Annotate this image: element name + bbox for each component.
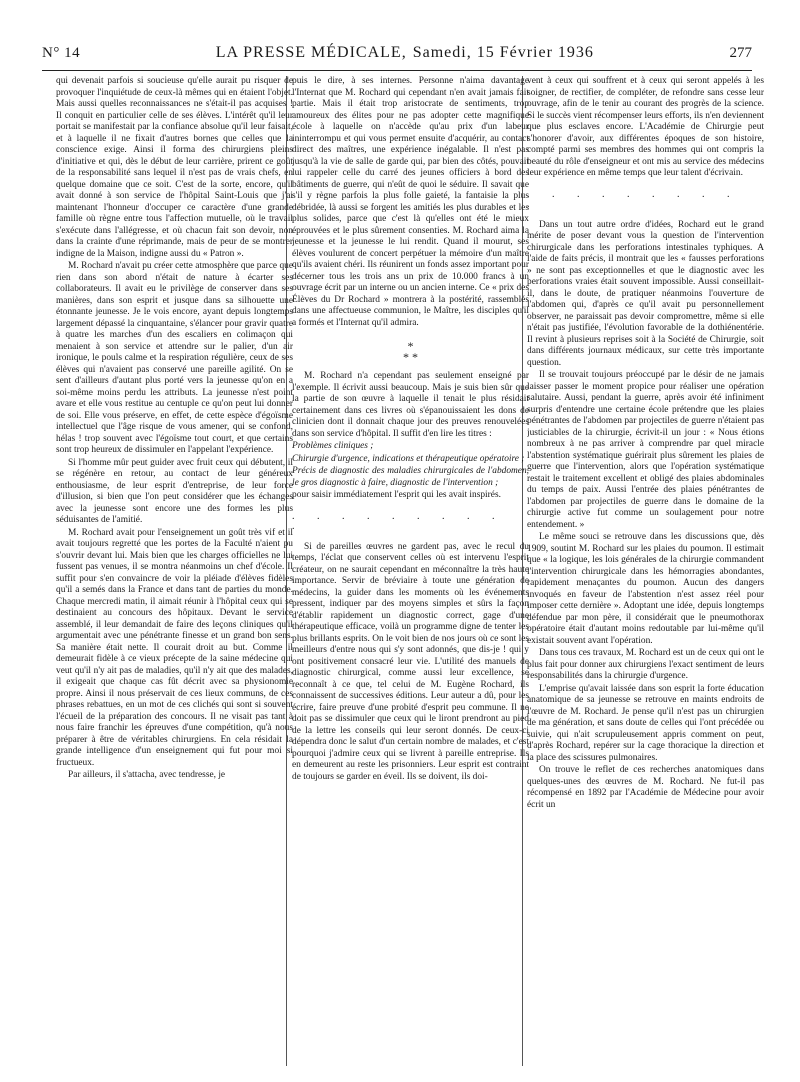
text-column-1	[56, 76, 293, 1066]
paragraph: vent à ceux qui souffrent et à ceux qui seront appelés à les soigner, de rectifier, de compléter, de refondre sans cesse leur ouvrage, afin de le tenir au courant des progrès de la science. Si le succès vient récompenser leurs efforts, ils n'en deviennent que plus esclaves encore. L'Académie de Chirurgie peut s'honorer d'avoir, aux différentes époques de son histoire, compté parmi ses membres des hommes qui ont compris la beauté du rôle d'enseigneur et ont mis au service des médecins leur expérience en même temps que leur talent d'écrivain.	[527, 76, 764, 178]
paragraph: M. Rochard n'avait pu créer cette atmosphère que parce que rien dans son abord n'était de nature à écarter ses collaborateurs. Il avait eu le privilège de conserver dans ses manières, dans son esprit et jusque dans sa silhouette une étonnante jeunesse. Je le vois encore, ayant depuis longtemps largement dépassé la cinquantaine, s'élancer pour gravir quatre à quatre les marches d'un des escaliers en colimaçon qui menaient à son service et attendre sur le palier, d'un air ironique, le pouls calme et la respiration régulière, ceux de ses élèves qui n'avaient pas conservé une pareille agilité. On se sent d'ailleurs d'autant plus porté vers la jeunesse qu'on en a soi-même moins perdu les attributs. La jeunesse n'est point avare et elle vous restitue au centuple ce qu'on peut lui donner de soi. Elle vous préserve, en effet, de cette espèce d'égoïsme intellectuel que l'âge risque de vous amener, qui se confond, hélas ! trop souvent avec l'égoïsme tout court, et que certains sont trop heureux de dissimuler en l'appelant l'expérience.	[56, 261, 293, 455]
section-separator-dots: . . . . . . . . . .	[292, 510, 505, 532]
journal-title-date	[216, 44, 594, 62]
text-column-2	[292, 76, 529, 1066]
paragraph: puis le dire, à ses internes. Personne n'aima davantage l'Internat que M. Rochard qui cependant n'en avait jamais fait partie. Mais il était trop aristocrate de sentiments, trop amoureux des élites pour ne pas adopter cette magnifique école à laquelle on n'accède qu'au prix d'un labeur ininterrompu et qui vous permet ensuite d'acquérir, au contact direct des maîtres, une expérience inégalable. Il n'est pas jusqu'à la vie de salle de garde qui, par bien des côtés, pouvait lui rappeler celle du carré des jeunes officiers à bord des bâtiments de guerre, qui n'eût de quoi le séduire. Il savait que s'il y règne parfois la plus folle gaieté, la fantaisie la plus débridée, là aussi se forgent les amitiés les plus durables et les plus solides, parce que c'est là qu'elles ont été le mieux éprouvées et le plus sûrement consenties. M. Rochard aima la jeunesse et la jeunesse le lui rendit. Quand il mourut, ses élèves voulurent de concert perpétuer la mémoire d'un maître qu'ils avaient chéri. Ils réunirent un fonds assez important pour décerner tous les trois ans un prix de 10.000 francs à un ouvrage écrit par un interne ou un ancien interne. Ce « prix des Élèves du Dr Rochard » montrera à la postérité, rassemblés dans une affectueuse communion, le Maître, les disciples qu'il a formés et l'Internat qu'il admira.	[292, 76, 529, 328]
paragraph: qui devenait parfois si soucieuse qu'elle aurait pu risquer de provoquer l'inquiétude de ceux-là mêmes qui en étaient l'objet. Mais aussi quelles reconnaissances ne s'était-il pas acquises ! Il conquit en particulier celle de ses élèves. L'intérêt qu'il leur portait se manifestait par la confiance absolue qu'il leur faisait, et à laquelle il ne fixait d'autres bornes que celles que la conscience exige. Ainsi il forma des chirurgiens pleins d'initiative et qui, dès le début de leur carrière, prirent ce goût de la responsabilité sans lequel il n'est pas de vrais chefs, en quelque domaine que ce soit. C'est de la sorte, encore, qu'il avait donné à son service de l'hôpital Saint-Louis que j'ai maintenant l'honneur d'occuper ce caractère d'une grande famille où règne entre tous l'affection mutuelle, où le travail s'exécute dans l'allégresse, et où chacun fait son devoir, non dans la crainte d'une réprimande, mais de peur de se montrer indigne de la Maison, indigne aussi du « Patron ».	[56, 76, 293, 259]
page-number: 277	[729, 45, 752, 61]
paragraph: L'emprise qu'avait laissée dans son esprit la forte éducation anatomique de sa jeunesse se retrouve en maints endroits de l'œuvre de M. Rochard. Je pense qu'il n'est pas un chirurgien de ma génération, et sans doute de celles qui l'ont précédée ou suivie, qui n'ait scrupuleusement appris comment on peut, d'après Rochard, repérer sur la cage thoracique la direction et la place des scissures pulmonaires.	[527, 683, 764, 763]
book-title: Problèmes cliniques ;	[292, 441, 374, 451]
book-title: Chirurgie d'urgence, indications et thérapeutique opératoire ;	[292, 453, 525, 464]
paragraph: Dans un tout autre ordre d'idées, Rochard eut le grand mérite de poser devant vous la question de l'intervention chirurgicale dans les perforations intestinales typhiques. A l'aide de faits précis, il montrait que les « fausses perforations » ne sont pas exceptionnelles et que le diagnostic avec les perforations vraies était souvent impossible. Aussi conseillait-il, dans le doute, de pratiquer néanmoins l'ouverture de l'abdomen qui, d'après ce qu'il avait pu personnellement observer, ne paraissait pas devoir compromettre, même si elle n'était pas justifiée, l'évolution favorable de la dothiénentérie. Il revint à plusieurs reprises soit à la Société de Chirurgie, soit dans différents journaux médicaux, sur cette très importante question.	[527, 219, 764, 368]
paragraph: M. Rochard n'a cependant pas seulement enseigné par l'exemple. Il écrivit aussi beaucoup. Mais je suis bien sûr que la partie de son œuvre à laquelle il tenait le plus résidait certainement dans ces livres où s'épanouissaient les dons de clinicien dont il donnait chaque jour des preuves renouvelées dans son service d'hôpital. Il suffit d'en lire les titres :	[292, 371, 529, 439]
journal-title: LA PRESSE MÉDICALE,	[215, 44, 407, 61]
section-separator-stars: * * *	[403, 339, 418, 364]
issue-number: N° 14	[42, 45, 81, 61]
section-separator-dots: . . . . . . . . . .	[527, 188, 740, 210]
paragraph: pour saisir immédiatement l'esprit qui les avait inspirés.	[292, 490, 501, 500]
paragraph: M. Rochard avait pour l'enseignement un goût très vif et il avait toujours regretté que les portes de la Faculté n'aient pu s'ouvrir devant lui. Mais bien que les charges officielles ne lui fussent pas venues, il se montra néanmoins un chef d'école. Il suffit pour s'en convaincre de voir la pléiade d'élèves fidèles qu'il a semés dans la France et dans tant de parties du monde. Chaque mercredi matin, il aimait réunir à l'hôpital ceux qui se destinaient au concours des hôpitaux. Devant le service assemblé, il leur demandait de faire des leçons cliniques qu'il argumentait avec une pénétrante finesse et un grand bon sens. Sa manière était nette. Il courait droit au but. Comme il demeurait fidèle à ce vieux précepte de la saine médecine qui veut qu'il n'y ait pas de maladies, qu'il n'y ait que des malades, il exigeait que chaque cas fût décrit avec sa physionomie propre. Ainsi il nous préservait de ces lieux communs, de ces phrases rebattues, en un mot de ces clichés qui sont si souvent l'écueil de la préparation des concours. Il ne visait pas tant à nous faire franchir les épreuves d'une compétition, qu'à nous préparer à être de véritables chirurgiens. En cela résidait la grande intelligence d'un enseignement qui fut pour moi si fructueux.	[56, 527, 293, 768]
paragraph: Si de pareilles œuvres ne gardent pas, avec le recul du temps, l'éclat que conservent celles où est intervenu l'esprit créateur, on ne saurait cependant en méconnaître la très haute importance. Servir de bréviaire à toute une génération de médecins, la guider dans les moments où les événements pressent, indiquer par des moyens simples et sûrs la façon d'établir rapidement un diagnostic correct, gage d'une thérapeutique efficace, voilà un programme digne de tenter les plus brillants esprits. On le voit bien de nos jours où ce sont les meilleurs d'entre nous qui s'y sont adonnés, que dis-je ! qui y ont positivement consacré leur vie. L'utilité des manuels de diagnostic chirurgical, comme aussi leur excellence, se reconnaît à ce que, tel celui de M. Eugène Rochard, ils connaissent de successives éditions. Leur auteur a dû, pour les écrire, faire preuve d'une probité d'esprit peu commune. Il ne doit pas se dissimuler que ceux qui le liront prendront au pied de la lettre les conseils qui leur seront donnés. De ceux-ci dépendra donc le salut d'un certain nombre de malades, et c'est pourquoi j'admire ceux qui se livrent à pareille entreprise. Ils en demeurent au reste les prisonniers. Leur esprit est contraint de toujours se garder en éveil. Ils se doivent, ils doi-	[292, 541, 529, 782]
paragraph: Si l'homme mûr peut guider avec fruit ceux qui débutent, il se régénère en retour, au contact de leur généreux enthousiasme, de leur esprit d'entreprise, de leur force d'illusion, si bien que l'on peut considérer que les échanges avec la jeunesse sont encore une des formes les plus séduisantes de l'amitié.	[56, 457, 293, 525]
running-header	[42, 44, 752, 71]
paragraph: Il se trouvait toujours préoccupé par le désir de ne jamais laisser passer le moment propice pour réaliser une opération salutaire. Aussi, pendant la guerre, après avoir été infiniment surpris d'entendre une certaine école prétendre que les plaies pénétrantes de l'abdomen par projectiles de guerre n'étaient pas justiciables de la chirurgie, écrivit-il un jour : « Nous étions nombreux à ne pas arriver à comprendre par quel miracle l'abstention systématique guérirait plus sûrement les plaies de guerre que l'intervention, alors que l'opération systématique restait le traitement excellent et obligé des plaies abdominales du temps de paix. Aussi l'entrée des plaies pénétrantes de l'abdomen par projectiles de guerre dans le domaine de la chirurgie active fut comme un soulagement pour notre entendement. »	[527, 370, 764, 530]
paragraph: Dans tous ces travaux, M. Rochard est un de ceux qui ont le plus fait pour donner aux chirurgiens l'exact sentiment de leurs responsabilités dans la chirurgie d'urgence.	[527, 648, 764, 681]
paragraph: On trouve le reflet de ces recherches anatomiques dans quelques-unes des œuvres de M. Rochard. Ne fut-il pas récompensé en 1892 par l'Académie de Médecine pour avoir écrit un	[527, 765, 764, 810]
paragraph: Le même souci se retrouve dans les discussions que, dès 1909, soutint M. Rochard sur les plaies du poumon. Il estimait que « la logique, les lois générales de la chirurgie commandent l'intervention chirurgicale dans les hémorragies abondantes, rapidement menaçantes du poumon. Aucun des dangers invoqués en faveur de l'abstention n'est assez réel pour imposer cette dernière ». Adoptant une idée, depuis longtemps défendue par mon père, il considérait que le pneumothorax opératoire était d'autant moins redoutable par lui-même qu'il existait souvent avant l'opération.	[527, 532, 764, 646]
book-title: Précis de diagnostic des maladies chirurgicales de l'abdomen, le gros diagnostic à faire, diagnostic de l'intervention ;	[292, 466, 529, 488]
issue-date: Samedi, 15 Février 1936	[412, 44, 594, 61]
paragraph: Par ailleurs, il s'attacha, avec tendresse, je	[68, 770, 226, 780]
text-column-3	[527, 76, 764, 1066]
